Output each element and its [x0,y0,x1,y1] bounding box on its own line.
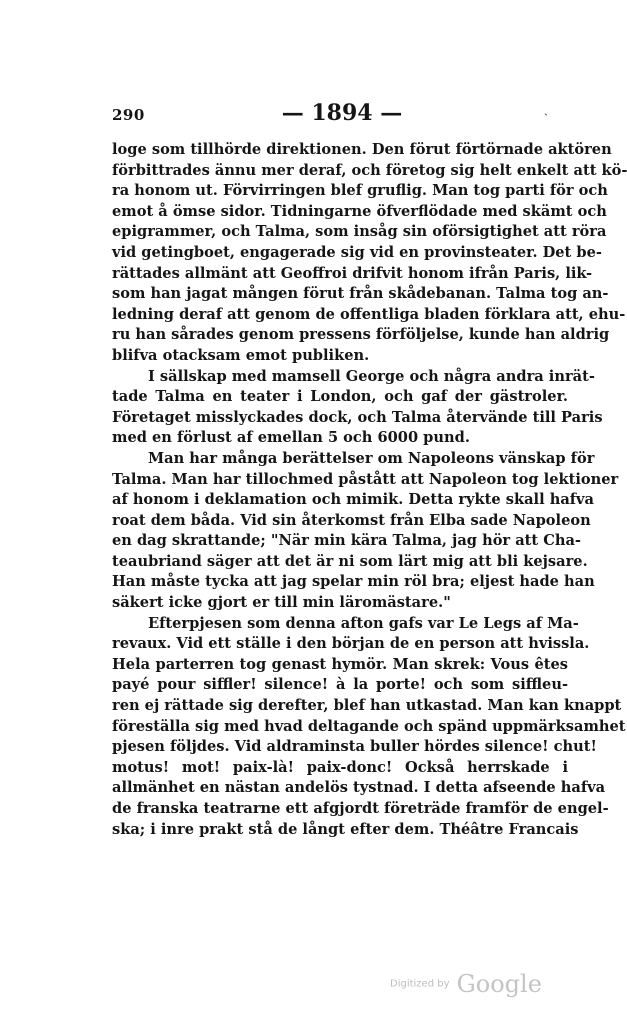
text-line: loge som tillhörde direktionen. Den förut förtörnade aktören [112,141,612,158]
text-line: blifva otacksam emot publiken. [112,346,370,364]
text-line: säkert icke gjort er till min läromästare." [112,594,451,612]
page-header [112,100,568,130]
text-line: emot å ömse sidor. Tidningarne öfverflödade med skämt och [112,202,607,220]
text-line: de franska teatrarne ett afgjordt företräde framför de engel- [112,800,609,817]
text-line: pjesen följdes. Vid aldraminsta buller hördes silence! chut! [112,738,597,756]
text-line: ren ej rättade sig derefter, blef han utkastad. Man kan knappt [112,697,622,715]
text-line: teaubriand säger att det är ni som lärt mig att bli kejsare. [112,552,588,570]
stray-mark: ˏ [544,102,548,116]
text-line: payé pour siffler! silence! à la porte! och som siffleu- [112,676,568,694]
text-line: roat dem båda. Vid sin återkomst från Elba sade Napoleon [112,511,591,529]
text-line: af honom i deklamation och mimik. Detta rykte skall hafva [112,491,594,509]
text-line: Företaget misslyckades dock, och Talma återvände till Paris [112,408,603,426]
digitization-watermark [390,970,542,998]
running-head-year: — 1894 — [281,100,403,126]
text-line: en dag skrattande; "När min kära Talma, jag hör att Cha- [112,532,581,550]
text-line: allmänhet en nästan andelös tystnad. I detta afseende hafva [112,779,606,797]
text-line: tade Talma en teater i London, och gaf der gästroler. [112,388,568,406]
text-line: förbittrades ännu mer deraf, och företog sig helt enkelt att kö- [112,161,627,179]
text-line: Han måste tycka att jag spelar min röl bra; eljest hade han [112,573,595,591]
page-number: 290 [112,106,145,124]
text-line: revaux. Vid ett ställe i den början de en person att hvissla. [112,635,590,653]
text-line: Efterpjesen som denna afton gafs var Le Legs af Ma- [148,614,579,632]
text-line: Man har många berättelser om Napoleons vänskap för [148,449,595,467]
text-line: vid getingboet, engagerade sig vid en provinsteater. Det be- [112,243,602,261]
text-line: Talma. Man har tillochmed påstått att Napoleon tog lektioner [112,470,619,488]
text-line: rättades allmänt att Geoffroi drifvit honom ifrån Paris, lik- [112,264,593,282]
text-line: ledning deraf att genom de offentliga bladen förklara att, ehu- [112,305,626,323]
text-line: med en förlust af emellan 5 och 6000 pund. [112,429,470,447]
text-line: som han jagat mången förut från skådebanan. Talma tog an- [112,285,609,303]
body-text [112,140,627,840]
digitized-by-label: Digitized by [390,978,450,990]
text-line: ska; i inre prakt stå de långt efter dem. Théâtre Francais [112,820,579,838]
text-line: Hela parterren tog genast hymör. Man skrek: Vous êtes [112,655,568,673]
text-line: epigrammer, och Talma, som insåg sin oförsigtighet att röra [112,223,607,241]
text-line: föreställa sig med hvad deltagande och spänd uppmärksamhet [112,717,626,735]
text-line: ra honom ut. Förvirringen blef gruflig. Man tog parti för och [112,182,608,200]
text-line: I sällskap med mamsell George och några andra inrät- [148,367,595,385]
text-line: motus! mot! paix-là! paix-donc! Också herrskade i [112,758,568,776]
text-line: ru han sårades genom pressens förföljelse, kunde han aldrig [112,326,610,344]
google-logo: Google [456,970,542,998]
